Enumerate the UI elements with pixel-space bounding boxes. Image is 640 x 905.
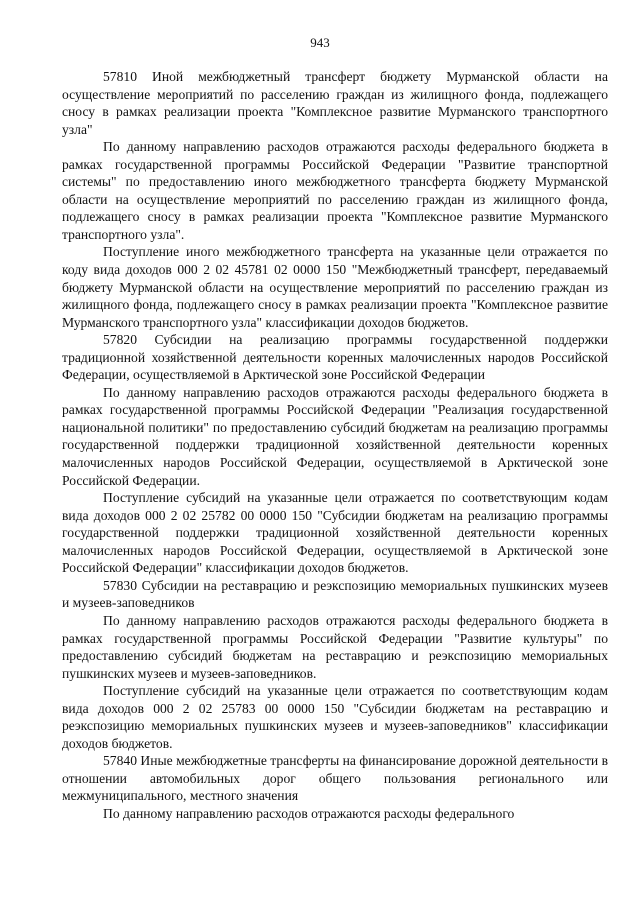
page-number: 943 bbox=[310, 35, 330, 50]
paragraph-57830-revenue: Поступление субсидий на указанные цели отражается по соответствующим кодам вида доходов 000 2 02 25783 00 0000 150 "Субсидии бюджетам на реставрацию и реэкспозицию мемориальных пушкинских музеев и музеев-заповедников" классификации доходов бюджетов. bbox=[62, 683, 608, 751]
paragraph-57810-heading: 57810 Иной межбюджетный трансферт бюджету Мурманской области на осуществление мероприятий по расселению граждан из жилищного фонда, подлежащего сносу в рамках реализации проекта "Комплексное развитие Мурманского транспортного узла" bbox=[62, 69, 608, 137]
paragraph-57820-expenses: По данному направлению расходов отражаются расходы федерального бюджета в рамках государственной программы Российской Федерации "Реализация государственной национальной политики" по предоставлению субсидий бюджетам на реализацию программы государственной поддержки традиционной хозяйственной деятельности коренных малочисленных народов Российской Федерации, осуществляемой в Арктической зоне Российской Федерации. bbox=[62, 384, 608, 488]
paragraph-57840-expenses: По данному направлению расходов отражаются расходы федерального bbox=[103, 805, 515, 821]
paragraph-57820-revenue: Поступление субсидий на указанные цели отражается по соответствующим кодам вида доходов 000 2 02 25782 00 0000 150 "Субсидии бюджетам на реализацию программы государственной поддержки традиционной хозяйственной деятельности коренных малочисленных народов Российской Федерации, осуществляемой в Арктической зоне Российской Федерации" классификации доходов бюджетов. bbox=[62, 490, 608, 576]
paragraph-57830-heading: 57830 Субсидии на реставрацию и реэкспозицию мемориальных пушкинских музеев и музеев-заповедников bbox=[62, 577, 608, 611]
paragraph-57830-expenses: По данному направлению расходов отражаются расходы федерального бюджета в рамках государственной программы Российской Федерации "Развитие культуры" по предоставлению субсидий бюджетам на реставрацию и реэкспозицию мемориальных пушкинских музеев и музеев-заповедников. bbox=[62, 612, 608, 681]
paragraph-57820-heading: 57820 Субсидии на реализацию программы государственной поддержки традиционной хозяйственной деятельности коренных малочисленных народов Российской Федерации, осуществляемой в Арктической зоне Российской Федерации bbox=[62, 332, 608, 383]
paragraph-57810-expenses: По данному направлению расходов отражаются расходы федерального бюджета в рамках государственной программы Российской Федерации "Развитие транспортной системы" по предоставлению иного межбюджетного трансферта бюджету Мурманской области на осуществление мероприятий по расселению граждан из жилищного фонда, подлежащего сносу в рамках реализации проекта "Комплексное развитие Мурманского транспортного узла". bbox=[62, 139, 608, 242]
paragraph-57840-heading: 57840 Иные межбюджетные трансферты на финансирование дорожной деятельности в отношении автомобильных дорог общего пользования регионального или межмуниципального, местного значения bbox=[62, 753, 608, 804]
paragraph-57810-revenue: Поступление иного межбюджетного трансферта на указанные цели отражается по коду вида доходов 000 2 02 45781 02 0000 150 "Межбюджетный трансферт, передаваемый бюджету Мурманской области на осуществление мероприятий по расселению граждан из жилищного фонда, подлежащего сносу в рамках реализации проекта "Комплексное развитие Мурманского транспортного узла" классификации доходов бюджетов. bbox=[62, 244, 608, 330]
document-body bbox=[62, 68, 608, 823]
